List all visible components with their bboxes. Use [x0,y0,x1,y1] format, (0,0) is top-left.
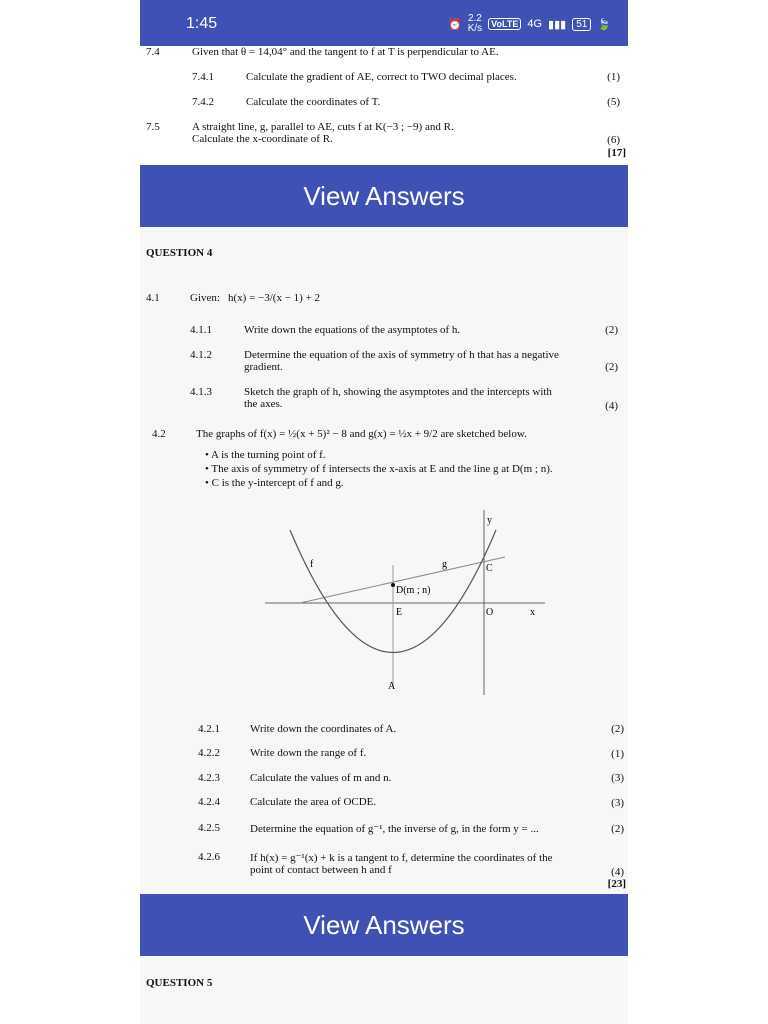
q-num: 4.2.5 [198,822,220,834]
marks: (2) [605,324,618,336]
graph-label-y: y [487,515,492,526]
marks: (3) [611,797,624,809]
marks: (2) [611,823,624,835]
q-text: gradient. [244,361,283,373]
total-marks: [23] [607,878,626,890]
status-time: 1:45 [186,15,218,32]
q-text: point of contact between h and f [250,864,392,876]
q-num: 7.5 [146,121,160,133]
marks: (6) [607,134,620,146]
q-num: 4.2.1 [198,723,220,735]
q-num: 4.2.6 [198,851,220,863]
bullet-item: • A is the turning point of f. [205,449,326,461]
q-text: Determine the equation of the axis of symmetry of h that has a negative [244,349,559,361]
q-text: Calculate the values of m and n. [250,772,392,784]
q-text: Calculate the coordinates of T. [246,96,381,108]
q-num: 4.2 [152,428,166,440]
q-text: the axes. [244,398,283,410]
network-speed: 2.2 K/s [467,13,483,34]
leaf-icon: 🍃 [597,18,612,31]
q-num: 7.4 [146,46,160,58]
q-num: 7.4.1 [192,71,214,83]
marks: (4) [605,400,618,412]
q-text: If h(x) = g⁻¹(x) + k is a tangent to f, determine the coordinates of the [250,852,553,864]
q-num: 4.2.2 [198,747,220,759]
status-icons [448,14,611,34]
q-num: 4.2.3 [198,772,220,784]
marks: (1) [611,748,624,760]
q-text: Given: [190,292,220,304]
marks: (2) [611,723,624,735]
total-marks: [17] [607,147,626,159]
q-text: Write down the coordinates of A. [250,723,397,735]
q-text: Determine the equation of g⁻¹, the inverse of g, in the form y = ... [250,823,539,835]
graph-label-c: C [486,563,493,574]
network-type: 4G [527,18,543,30]
marks: (4) [611,866,624,878]
graph-label-o: O [486,607,494,618]
bullet-item: • The axis of symmetry of f intersects the x-axis at E and the line g at D(m ; n). [205,463,553,475]
question4-heading: QUESTION 4 [146,247,213,259]
q-text: Sketch the graph of h, showing the asymptotes and the intercepts with [244,386,552,398]
signal-icon: ▮▮▮ [548,18,567,31]
q-text: Calculate the area of OCDE. [250,796,377,808]
q-num: 4.1.2 [190,349,212,361]
q-text: A straight line, g, parallel to AE, cuts f at K(−3 ; −9) and R. [192,121,454,133]
q-text: Given that θ = 14,04° and the tangent to f at T is perpendicular to AE. [192,46,499,58]
graph-label-f: f [310,559,314,570]
q-text: Write down the equations of the asymptotes of h. [244,324,461,336]
view-answers-button[interactable]: View Answers [140,165,628,227]
q-num: 7.4.2 [192,96,214,108]
q-num: 4.2.4 [198,796,220,808]
marks: (1) [607,71,620,83]
graph-label-g: g [442,559,447,570]
battery-level: 51 [572,18,591,31]
question5-heading: QUESTION 5 [146,977,213,989]
view-answers-button-2[interactable]: View Answers [140,894,628,956]
q-num: 4.1 [146,292,160,304]
graph-label-e: E [396,607,403,618]
q-text: The graphs of f(x) = ½(x + 5)² − 8 and g(x) = ½x + 9/2 are sketched below. [196,428,527,440]
q-num: 4.1.3 [190,386,212,398]
q-text: Write down the range of f. [250,747,367,759]
marks: (3) [611,772,624,784]
marks: (2) [605,361,618,373]
q-text: Calculate the x-coordinate of R. [192,133,333,145]
graph-f-g [260,505,560,705]
volte-badge: VoLTE [488,18,521,30]
q-text: Calculate the gradient of AE, correct to TWO decimal places. [246,71,517,83]
q-num: 4.1.1 [190,324,212,336]
graph-label-a: A [388,681,396,692]
status-bar [140,0,628,46]
function-h: h(x) = −3/(x − 1) + 2 [228,292,321,304]
alarm-icon: ⏰ [448,18,462,31]
bullet-item: • C is the y-intercept of f and g. [205,477,344,489]
graph-label-d: D(m ; n) [396,585,431,596]
graph-label-x: x [530,607,535,618]
marks: (5) [607,96,620,108]
question5-section [140,956,628,1024]
